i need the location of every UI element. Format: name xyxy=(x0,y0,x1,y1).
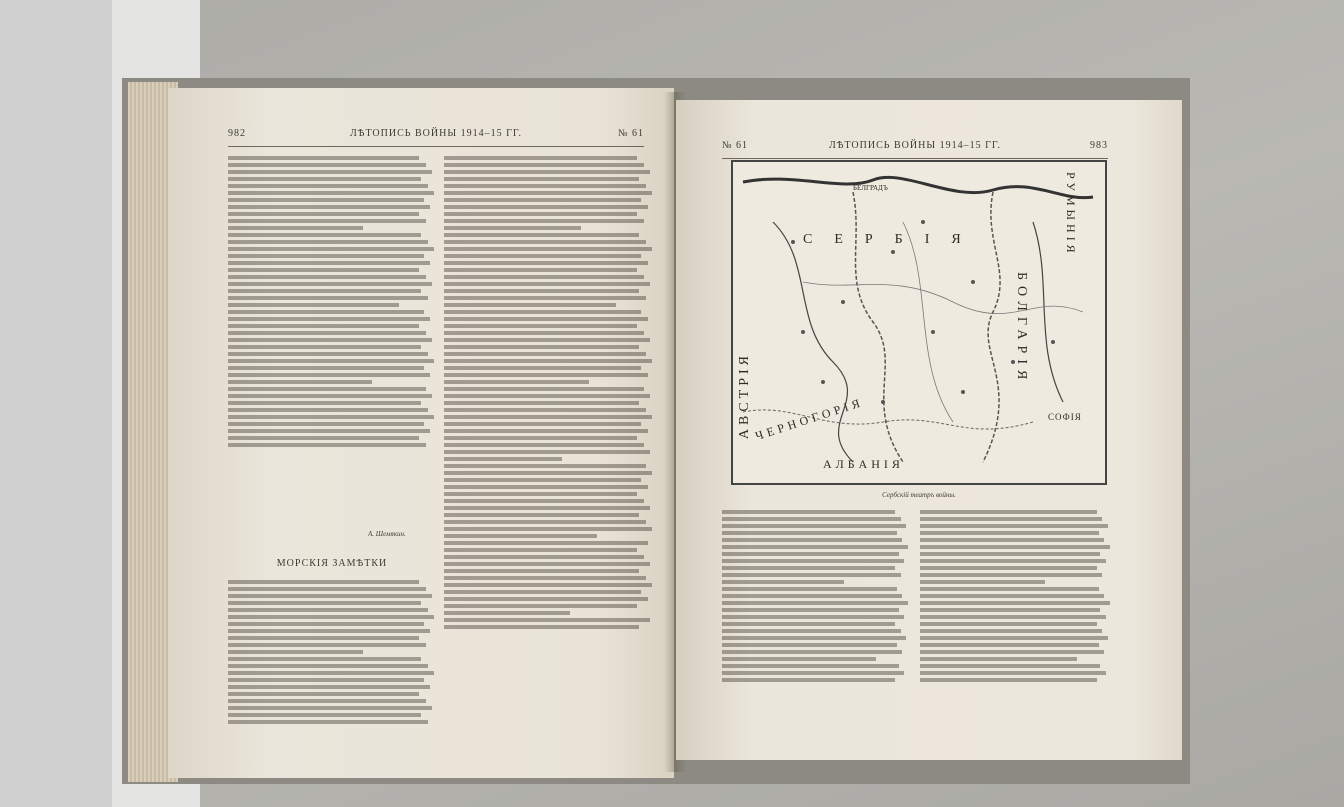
right-running-title: ЛѢТОПИСЬ ВОЙНЫ 1914–15 ГГ. xyxy=(828,140,1002,151)
text-line xyxy=(228,678,424,682)
text-line xyxy=(228,261,430,265)
text-line xyxy=(920,671,1106,675)
text-line xyxy=(444,289,639,293)
text-line xyxy=(444,464,646,468)
text-line xyxy=(444,268,637,272)
text-line xyxy=(722,629,901,633)
text-line xyxy=(920,545,1110,549)
text-line xyxy=(722,678,895,682)
text-line xyxy=(444,177,639,181)
left-page-header xyxy=(228,128,644,144)
text-line xyxy=(444,457,562,461)
text-line xyxy=(722,608,899,612)
text-line xyxy=(444,590,641,594)
text-line xyxy=(444,520,646,524)
text-line xyxy=(228,608,428,612)
text-line xyxy=(920,538,1104,542)
text-line xyxy=(228,205,430,209)
map-label-romania: РУМЫНІЯ xyxy=(1064,172,1078,257)
map-label-sofia: СОФІЯ xyxy=(1048,412,1082,422)
text-line xyxy=(228,415,434,419)
text-line xyxy=(444,310,641,314)
text-line xyxy=(444,226,581,230)
left-running-title: ЛѢТОПИСЬ ВОЙНЫ 1914–15 ГГ. xyxy=(349,128,523,139)
text-line xyxy=(444,254,641,258)
text-line xyxy=(722,559,904,563)
text-line xyxy=(228,310,424,314)
text-line xyxy=(444,219,644,223)
text-line xyxy=(228,303,399,307)
text-line xyxy=(444,618,650,622)
text-line xyxy=(228,247,434,251)
left-page xyxy=(168,88,674,778)
text-line xyxy=(444,422,641,426)
text-line xyxy=(228,380,372,384)
text-line xyxy=(444,156,637,160)
text-line xyxy=(722,601,908,605)
text-line xyxy=(228,331,426,335)
text-line xyxy=(722,622,895,626)
text-line xyxy=(228,163,426,167)
text-line xyxy=(444,324,637,328)
text-line xyxy=(920,664,1100,668)
text-line xyxy=(228,580,419,584)
text-line xyxy=(228,352,428,356)
map-label-belgrade: БЕЛГРАДЪ xyxy=(853,184,888,192)
text-line xyxy=(444,261,648,265)
text-line xyxy=(228,184,428,188)
text-line xyxy=(228,387,426,391)
text-line xyxy=(920,678,1097,682)
text-line xyxy=(444,317,648,321)
text-line xyxy=(920,552,1100,556)
text-line xyxy=(228,226,363,230)
text-line xyxy=(444,240,646,244)
text-line xyxy=(228,198,424,202)
right-column-1-text xyxy=(722,508,910,740)
text-line xyxy=(444,541,648,545)
left-issue-number: № 61 xyxy=(617,128,644,139)
text-line xyxy=(228,324,419,328)
text-line xyxy=(920,510,1097,514)
text-line xyxy=(228,436,419,440)
text-line xyxy=(722,594,902,598)
text-line xyxy=(722,615,904,619)
text-line xyxy=(722,643,897,647)
text-line xyxy=(444,212,637,216)
text-line xyxy=(228,289,421,293)
text-line xyxy=(228,275,426,279)
text-line xyxy=(444,625,639,629)
text-line xyxy=(722,580,844,584)
left-page-number: 982 xyxy=(228,128,246,139)
map-label-bulgaria: БОЛГАРІЯ xyxy=(1014,272,1029,386)
text-line xyxy=(444,597,648,601)
text-line xyxy=(444,562,650,566)
text-line xyxy=(444,478,641,482)
text-line xyxy=(228,373,430,377)
text-line xyxy=(444,583,652,587)
text-line xyxy=(920,566,1097,570)
header-rule xyxy=(722,158,1108,159)
text-line xyxy=(444,429,648,433)
text-line xyxy=(228,254,424,258)
text-line xyxy=(228,177,421,181)
map-label-montenegro: ЧЕРНОГОРІЯ xyxy=(753,394,866,444)
text-line xyxy=(228,212,419,216)
text-line xyxy=(722,552,899,556)
text-line xyxy=(920,657,1077,661)
text-line xyxy=(228,268,419,272)
map-drawing xyxy=(733,162,1105,483)
text-line xyxy=(920,601,1110,605)
text-line xyxy=(920,643,1099,647)
text-line xyxy=(228,359,434,363)
text-line xyxy=(444,170,650,174)
text-line xyxy=(444,401,639,405)
text-line xyxy=(444,527,652,531)
text-line xyxy=(228,657,421,661)
text-line xyxy=(444,408,646,412)
serbia-map xyxy=(731,160,1107,485)
text-line xyxy=(722,538,902,542)
text-line xyxy=(444,296,646,300)
text-line xyxy=(722,587,897,591)
text-line xyxy=(920,517,1102,521)
text-line xyxy=(920,608,1100,612)
text-line xyxy=(920,580,1045,584)
text-line xyxy=(920,636,1108,640)
text-line xyxy=(920,594,1104,598)
text-line xyxy=(444,373,648,377)
text-line xyxy=(444,485,648,489)
text-line xyxy=(722,545,908,549)
text-line xyxy=(228,615,434,619)
text-line xyxy=(722,671,904,675)
text-line xyxy=(228,699,426,703)
text-line xyxy=(228,650,363,654)
text-line xyxy=(444,359,652,363)
text-line xyxy=(228,692,419,696)
text-line xyxy=(444,604,637,608)
text-line xyxy=(444,233,639,237)
text-line xyxy=(444,492,637,496)
text-line xyxy=(444,275,644,279)
text-line xyxy=(444,471,652,475)
text-line xyxy=(228,671,434,675)
text-line xyxy=(444,282,650,286)
left-column-1-lower-text xyxy=(228,578,436,773)
text-line xyxy=(444,184,646,188)
map-caption: Сербскій театръ войны. xyxy=(882,491,956,499)
text-line xyxy=(228,429,430,433)
text-line xyxy=(228,713,421,717)
text-line xyxy=(722,664,899,668)
text-line xyxy=(228,422,424,426)
text-line xyxy=(228,594,432,598)
map-label-albania: АЛБАНІЯ xyxy=(823,457,904,471)
map-label-austria: АВСТРІЯ xyxy=(737,352,752,440)
text-line xyxy=(444,415,652,419)
text-line xyxy=(228,345,421,349)
text-line xyxy=(228,636,419,640)
text-line xyxy=(228,170,432,174)
text-line xyxy=(444,576,646,580)
text-line xyxy=(444,247,652,251)
text-line xyxy=(444,191,652,195)
text-line xyxy=(228,408,428,412)
text-line xyxy=(444,331,644,335)
text-line xyxy=(228,282,432,286)
text-line xyxy=(444,380,589,384)
text-line xyxy=(228,191,434,195)
text-line xyxy=(444,387,644,391)
text-line xyxy=(228,317,430,321)
text-line xyxy=(228,240,428,244)
right-issue-number: № 61 xyxy=(722,140,749,151)
text-line xyxy=(228,394,432,398)
background-wall xyxy=(0,0,112,807)
text-line xyxy=(920,650,1104,654)
text-line xyxy=(722,573,901,577)
text-line xyxy=(722,510,895,514)
text-line xyxy=(444,352,646,356)
text-line xyxy=(228,629,430,633)
text-line xyxy=(920,524,1108,528)
text-line xyxy=(444,345,639,349)
text-line xyxy=(444,436,637,440)
text-line xyxy=(444,611,570,615)
text-line xyxy=(228,706,432,710)
text-line xyxy=(444,548,637,552)
right-page-header xyxy=(722,140,1108,156)
section-title: МОРСКІЯ ЗАМѢТКИ xyxy=(276,558,388,569)
text-line xyxy=(444,534,597,538)
text-line xyxy=(722,531,897,535)
text-line xyxy=(920,531,1099,535)
text-line xyxy=(228,338,432,342)
text-line xyxy=(228,622,424,626)
text-line xyxy=(920,587,1099,591)
text-line xyxy=(444,366,641,370)
text-line xyxy=(444,569,639,573)
text-line xyxy=(444,163,644,167)
text-line xyxy=(444,303,616,307)
text-line xyxy=(444,450,650,454)
right-column-2-text xyxy=(920,508,1112,740)
header-rule xyxy=(228,146,644,147)
text-line xyxy=(920,615,1106,619)
text-line xyxy=(722,524,906,528)
text-line xyxy=(228,156,419,160)
text-line xyxy=(920,573,1102,577)
text-line xyxy=(444,394,650,398)
left-column-1-text xyxy=(228,154,436,534)
signature: А. Шемякин. xyxy=(368,530,406,538)
text-line xyxy=(228,587,426,591)
text-line xyxy=(920,622,1097,626)
text-line xyxy=(444,338,650,342)
right-page-number: 983 xyxy=(1090,140,1108,151)
text-line xyxy=(444,198,641,202)
text-line xyxy=(444,555,644,559)
text-line xyxy=(722,650,902,654)
text-line xyxy=(444,443,644,447)
text-line xyxy=(920,559,1106,563)
map-label-serbia: СЕРБІЯ xyxy=(803,232,983,247)
text-line xyxy=(228,643,426,647)
text-line xyxy=(444,506,650,510)
text-line xyxy=(228,664,428,668)
text-line xyxy=(228,601,421,605)
text-line xyxy=(228,720,428,724)
text-line xyxy=(444,205,648,209)
text-line xyxy=(228,233,421,237)
text-line xyxy=(722,517,901,521)
text-line xyxy=(722,636,906,640)
right-page xyxy=(676,100,1182,760)
text-line xyxy=(228,366,424,370)
text-line xyxy=(228,443,426,447)
text-line xyxy=(444,499,644,503)
text-line xyxy=(228,219,426,223)
text-line xyxy=(228,401,421,405)
text-line xyxy=(228,685,430,689)
text-line xyxy=(722,657,876,661)
text-line xyxy=(228,296,428,300)
text-line xyxy=(722,566,895,570)
text-line xyxy=(920,629,1102,633)
left-column-2-text xyxy=(444,154,654,774)
text-line xyxy=(444,513,639,517)
